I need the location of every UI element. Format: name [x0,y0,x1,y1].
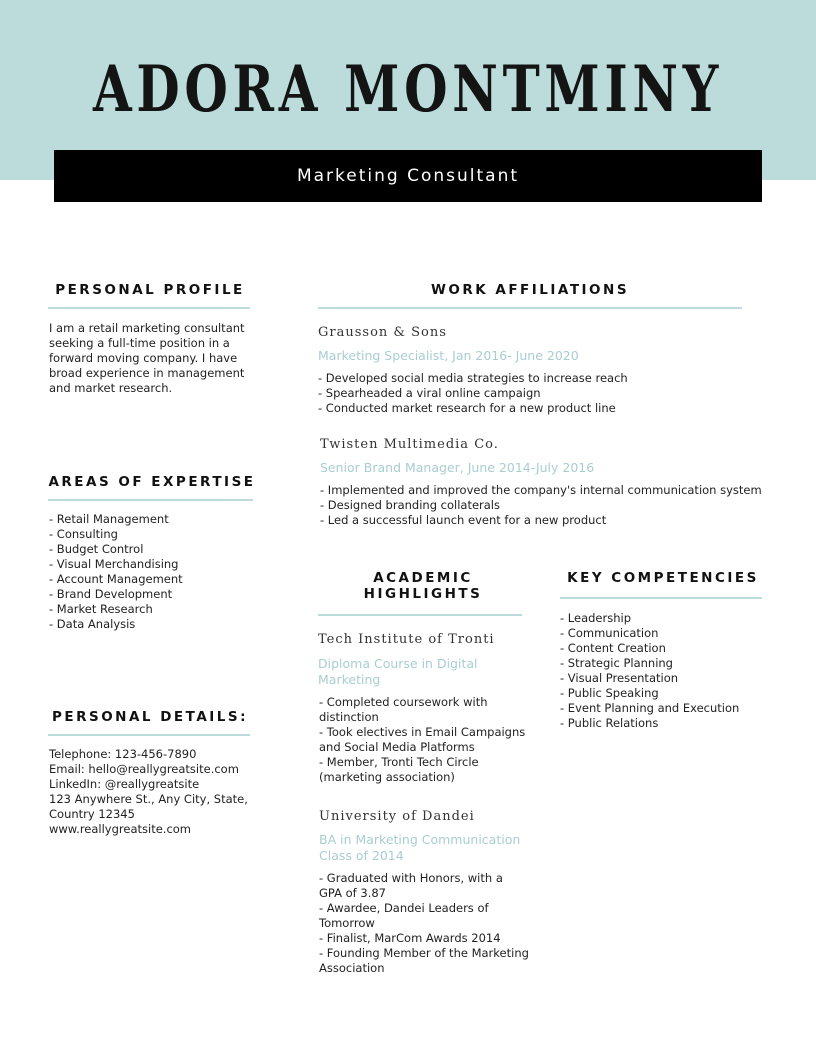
program-line: Marketing [318,672,381,687]
expertise-item: - Visual Merchandising [49,557,179,571]
detail-address: Country 12345 [49,807,135,821]
personal-profile-rule [48,307,250,309]
competency-item: - Content Creation [560,641,666,655]
profile-line: and market research. [49,381,173,395]
job-bullets [318,371,628,416]
program-line: Class of 2014 [319,848,404,863]
detail-email: Email: hello@reallygreatsite.com [49,762,239,776]
competency-item: - Public Speaking [560,686,659,700]
school-detail: - Graduated with Honors, with a [319,871,503,885]
expertise-item: - Retail Management [49,512,169,526]
program-line: BA in Marketing Communication [319,832,521,847]
competency-item: - Leadership [560,611,632,625]
expertise-item: - Brand Development [49,587,173,601]
job-bullets [320,483,762,528]
job-org: Grausson & Sons [318,325,447,340]
job-bullet: - Conducted market research for a new product line [318,401,616,415]
personal-details-text [49,747,248,837]
school-name: University of Dandei [319,809,475,824]
school-detail: Tomorrow [319,916,375,930]
detail-linkedin: LinkedIn: @reallygreatsite [49,777,200,791]
school-program [319,832,520,864]
program-line: Diploma Course in Digital [318,656,478,671]
school-detail: and Social Media Platforms [319,740,475,754]
profile-line: I am a retail marketing consultant [49,321,245,335]
candidate-name: ADORA MONTMINY [92,52,724,127]
job-role: Senior Brand Manager, June 2014-July 2016 [320,460,595,475]
personal-details-heading: PERSONAL DETAILS: [51,709,249,725]
competency-item: - Strategic Planning [560,656,673,670]
academic-heading-line: ACADEMIC [373,570,473,586]
areas-of-expertise-rule [48,499,253,501]
profile-line: broad experience in management [49,366,245,380]
academic-highlights-rule [318,614,522,616]
school-detail: - Completed coursework with [319,695,488,709]
academic-highlights-heading [318,570,528,602]
job-title-bar [54,150,762,202]
work-affiliations-rule [318,307,742,309]
expertise-item: - Account Management [49,572,183,586]
personal-profile-text [49,321,245,396]
expertise-item: - Consulting [49,527,118,541]
school-detail: distinction [319,710,379,724]
school-name: Tech Institute of Tronti [318,632,495,647]
school-detail: - Awardee, Dandei Leaders of [319,901,489,915]
expertise-item: - Market Research [49,602,153,616]
competency-item: - Visual Presentation [560,671,679,685]
expertise-item: - Data Analysis [49,617,136,631]
profile-line: seeking a full-time position in a [49,336,230,350]
job-bullet: - Spearheaded a viral online campaign [318,386,541,400]
competency-item: - Event Planning and Execution [560,701,740,715]
work-affiliations-heading: WORK AFFILIATIONS [430,282,630,298]
school-detail: - Founding Member of the Marketing [319,946,529,960]
school-detail: - Member, Tronti Tech Circle [319,755,479,769]
school-program [318,656,478,688]
school-detail: Association [319,961,385,975]
school-detail: - Finalist, MarCom Awards 2014 [319,931,501,945]
key-competencies-rule [560,597,762,599]
job-bullet: - Designed branding collaterals [320,498,500,512]
expertise-item: - Budget Control [49,542,144,556]
profile-line: forward moving company. I have [49,351,238,365]
job-title: Marketing Consultant [296,166,520,186]
job-bullet: - Led a successful launch event for a new product [320,513,607,527]
key-competencies-heading: KEY COMPETENCIES [567,570,759,586]
detail-website: www.reallygreatsite.com [49,822,192,836]
competency-item: - Communication [560,626,659,640]
areas-of-expertise-heading: AREAS OF EXPERTISE [48,474,256,490]
school-details [319,695,525,785]
personal-profile-heading: PERSONAL PROFILE [55,282,245,298]
detail-address: 123 Anywhere St., Any City, State, [49,792,248,806]
school-detail: - Took electives in Email Campaigns [319,725,526,739]
expertise-list [49,512,183,632]
school-detail: GPA of 3.87 [319,886,386,900]
job-org: Twisten Multimedia Co. [320,437,499,452]
school-detail: (marketing association) [319,770,455,784]
school-details [319,871,529,976]
academic-heading-line: HIGHLIGHTS [363,586,483,602]
detail-telephone: Telephone: 123-456-7890 [49,747,197,761]
personal-details-rule [48,734,250,736]
competency-item: - Public Relations [560,716,659,730]
job-bullet: - Implemented and improved the company's internal communication system [320,483,762,497]
job-bullet: - Developed social media strategies to increase reach [318,371,628,385]
competencies-list [560,611,739,731]
job-role: Marketing Specialist, Jan 2016- June 2020 [318,348,579,363]
